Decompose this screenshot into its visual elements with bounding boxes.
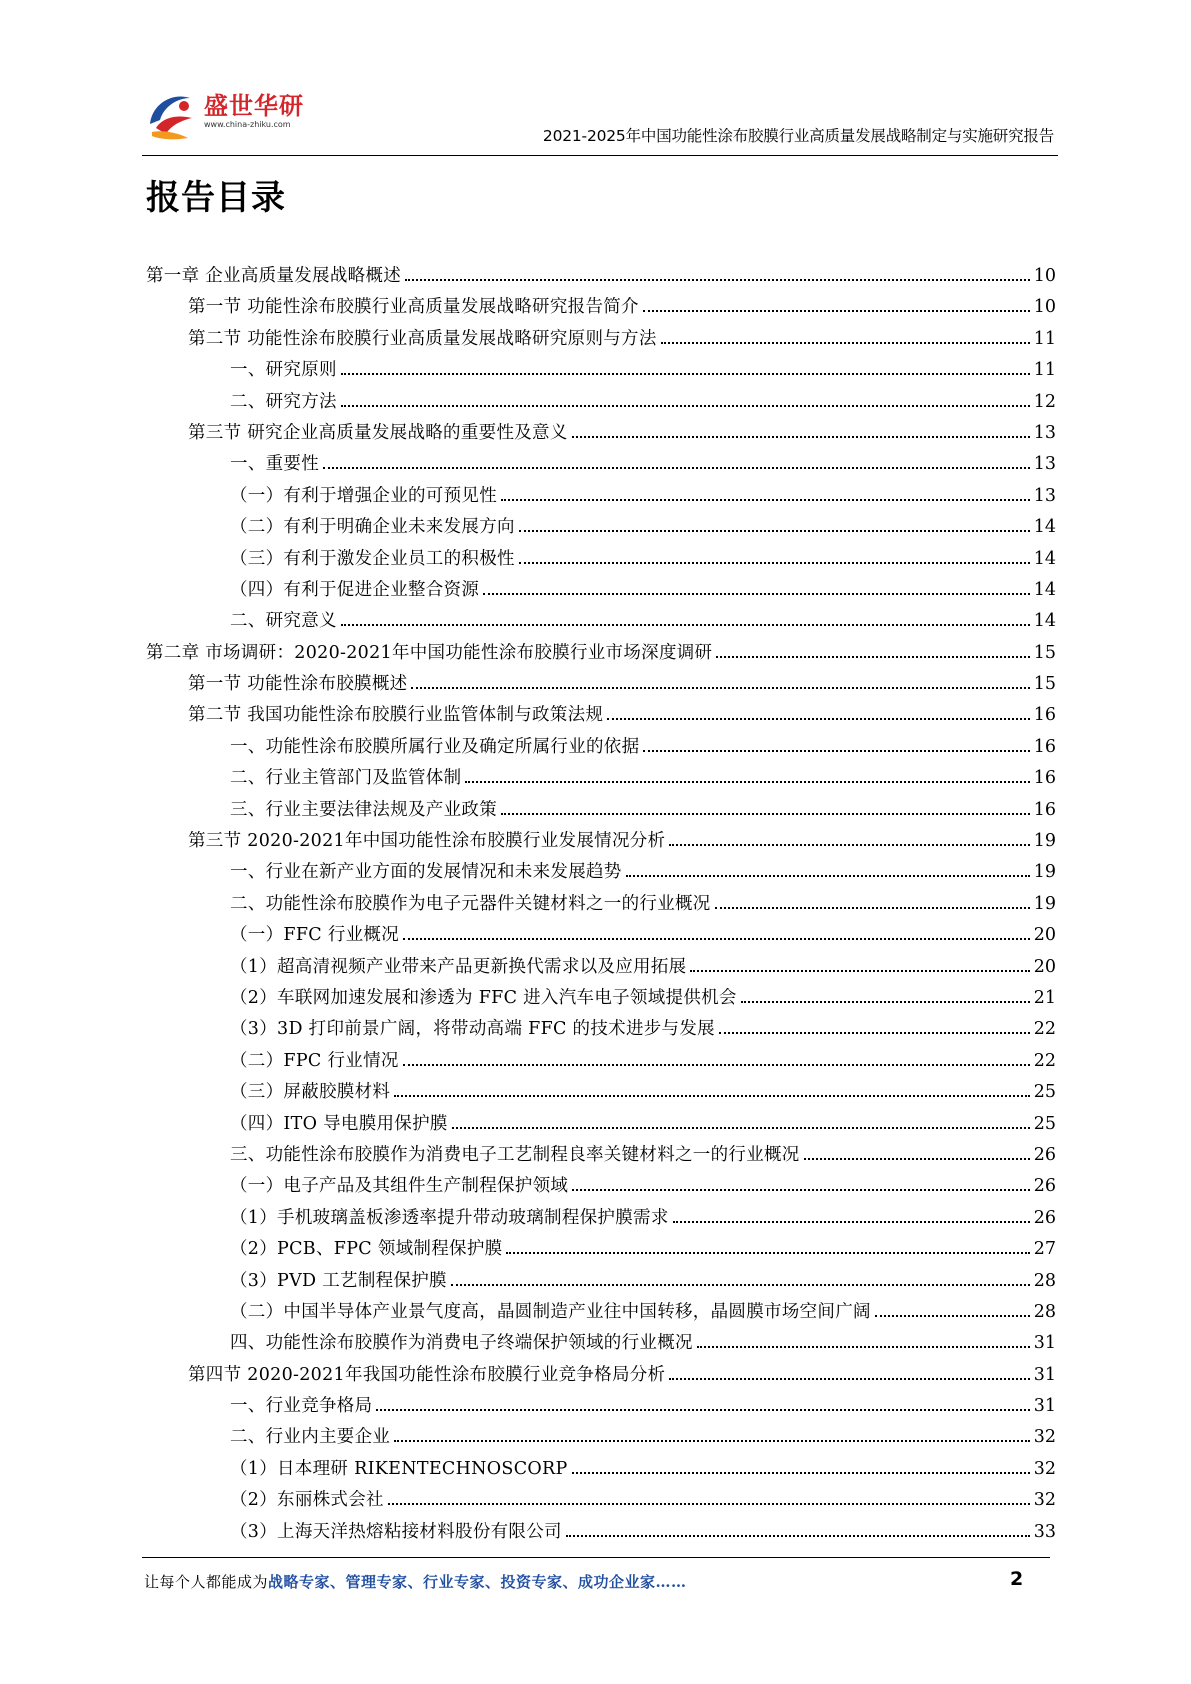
- toc-entry-label: （二）FPC 行业情况: [230, 1050, 399, 1071]
- toc-entry[interactable]: [146, 356, 1056, 387]
- toc-leader-dots: [697, 1346, 1030, 1348]
- toc-entry-page: 20: [1033, 956, 1056, 977]
- footer-slogan-highlight: 战略专家、管理专家、行业专家、投资专家、成功企业家……: [268, 1573, 687, 1591]
- toc-entry-label: （二）有利于明确企业未来发展方向: [230, 517, 515, 538]
- toc-entry-label: 第四节 2020-2021年我国功能性涂布胶膜行业竞争格局分析: [188, 1364, 666, 1385]
- toc-entry-page: 27: [1033, 1239, 1056, 1260]
- toc-entry[interactable]: [146, 293, 1056, 324]
- toc-entry[interactable]: [146, 890, 1056, 921]
- toc-entry-label: 二、行业主管部门及监管体制: [230, 768, 462, 789]
- toc-entry-label: （1）日本理研 RIKENTECHNOSCORP: [230, 1458, 568, 1479]
- table-of-contents: [146, 262, 1056, 1549]
- toc-entry-label: 第三节 2020-2021年中国功能性涂布胶膜行业发展情况分析: [188, 831, 666, 852]
- toc-leader-dots: [501, 813, 1030, 815]
- toc-entry-page: 10: [1033, 266, 1056, 286]
- toc-entry-page: 25: [1033, 1082, 1056, 1103]
- toc-entry-page: 16: [1033, 768, 1056, 789]
- toc-entry-label: （二）中国半导体产业景气度高，晶圆制造产业往中国转移，晶圆膜市场空间广阔: [230, 1301, 871, 1322]
- toc-entry-label: （2）PCB、FPC 领域制程保护膜: [230, 1239, 503, 1260]
- toc-entry-label: （四）有利于促进企业整合资源: [230, 579, 480, 600]
- toc-entry[interactable]: [146, 1235, 1056, 1266]
- toc-entry-label: 一、行业竞争格局: [230, 1396, 373, 1417]
- toc-entry[interactable]: [146, 1047, 1056, 1078]
- toc-leader-dots: [506, 1252, 1030, 1254]
- toc-entry-page: 14: [1033, 579, 1056, 600]
- toc-entry[interactable]: [146, 576, 1056, 607]
- toc-entry-label: （一）FFC 行业概况: [230, 925, 400, 946]
- toc-entry-label: 第一节 功能性涂布胶膜概述: [188, 674, 408, 695]
- toc-entry-label: 第一节 功能性涂布胶膜行业高质量发展战略研究报告简介: [188, 297, 639, 318]
- toc-entry[interactable]: [146, 1298, 1056, 1329]
- toc-entry-label: 第一章 企业高质量发展战略概述: [146, 266, 402, 286]
- toc-entry-page: 14: [1033, 517, 1056, 538]
- toc-entry-page: 32: [1033, 1458, 1056, 1479]
- toc-leader-dots: [465, 781, 1030, 783]
- logo-name: 盛世华研: [204, 92, 304, 120]
- toc-leader-dots: [341, 405, 1030, 407]
- toc-entry-label: （2）车联网加速发展和渗透为 FFC 进入汽车电子领域提供机会: [230, 987, 737, 1008]
- toc-entry[interactable]: [146, 827, 1056, 858]
- toc-leader-dots: [626, 875, 1030, 877]
- toc-entry[interactable]: [146, 1015, 1056, 1046]
- toc-leader-dots: [519, 562, 1030, 564]
- toc-leader-dots: [323, 467, 1030, 469]
- toc-entry-page: 28: [1033, 1270, 1056, 1291]
- toc-entry-label: 二、功能性涂布胶膜作为电子元器件关键材料之一的行业概况: [230, 893, 711, 914]
- toc-entry-label: （四）ITO 导电膜用保护膜: [230, 1113, 448, 1134]
- toc-entry[interactable]: [146, 858, 1056, 889]
- toc-leader-dots: [405, 279, 1030, 281]
- toc-leader-dots: [716, 656, 1030, 658]
- toc-entry-page: 22: [1033, 1019, 1056, 1040]
- toc-leader-dots: [661, 342, 1030, 344]
- toc-entry[interactable]: [146, 262, 1056, 293]
- toc-entry[interactable]: [146, 545, 1056, 576]
- toc-entry-page: 13: [1033, 485, 1056, 506]
- toc-leader-dots: [394, 1095, 1030, 1097]
- toc-entry[interactable]: [146, 1392, 1056, 1423]
- toc-entry-page: 25: [1033, 1113, 1056, 1134]
- toc-leader-dots: [452, 1127, 1030, 1129]
- toc-entry[interactable]: [146, 1267, 1056, 1298]
- toc-entry[interactable]: [146, 1141, 1056, 1172]
- toc-entry-label: （1）超高清视频产业带来产品更新换代需求以及应用拓展: [230, 956, 687, 977]
- toc-entry-label: （三）屏蔽胶膜材料: [230, 1082, 391, 1103]
- toc-entry-label: （3）3D 打印前景广阔，将带动高端 FFC 的技术进步与发展: [230, 1019, 715, 1040]
- toc-entry[interactable]: [146, 701, 1056, 732]
- toc-entry-page: 26: [1033, 1176, 1056, 1197]
- toc-entry-page: 31: [1033, 1333, 1056, 1354]
- logo-url: www.china-zhiku.com: [204, 120, 291, 129]
- toc-entry[interactable]: [146, 1361, 1056, 1392]
- page-title: 报告目录: [146, 178, 286, 218]
- toc-entry-label: 第三节 研究企业高质量发展战略的重要性及意义: [188, 422, 568, 443]
- toc-entry-page: 13: [1033, 422, 1056, 443]
- toc-entry[interactable]: [146, 1172, 1056, 1203]
- toc-leader-dots: [643, 750, 1030, 752]
- page-number: 2: [1010, 1568, 1024, 1590]
- toc-entry-page: 20: [1033, 925, 1056, 946]
- toc-leader-dots: [388, 1503, 1030, 1505]
- header-divider: [142, 155, 1058, 156]
- footer-slogan-prefix: 让每个人都能成为: [144, 1573, 269, 1591]
- toc-entry-page: 15: [1033, 642, 1056, 663]
- toc-entry-label: 二、研究意义: [230, 611, 337, 632]
- toc-entry-page: 11: [1033, 360, 1056, 381]
- toc-entry-page: 15: [1033, 674, 1056, 695]
- toc-entry[interactable]: [146, 796, 1056, 827]
- toc-entry[interactable]: [146, 1518, 1056, 1549]
- toc-entry[interactable]: [146, 670, 1056, 701]
- toc-leader-dots: [741, 1001, 1030, 1003]
- toc-leader-dots: [715, 907, 1030, 909]
- toc-entry[interactable]: [146, 639, 1056, 670]
- report-header-title: 2021-2025年中国功能性涂布胶膜行业高质量发展战略制定与实施研究报告: [542, 127, 1054, 145]
- toc-entry[interactable]: [146, 1110, 1056, 1141]
- toc-entry-label: 二、研究方法: [230, 391, 337, 412]
- toc-entry[interactable]: [146, 450, 1056, 481]
- toc-entry-page: 14: [1033, 611, 1056, 632]
- footer-divider: [142, 1557, 1050, 1558]
- toc-entry-label: （1）手机玻璃盖板渗透率提升带动玻璃制程保护膜需求: [230, 1207, 669, 1228]
- page-header: [142, 80, 1058, 156]
- toc-entry-label: （三）有利于激发企业员工的积极性: [230, 548, 515, 569]
- toc-entry[interactable]: [146, 388, 1056, 419]
- toc-entry-label: 二、行业内主要企业: [230, 1427, 391, 1448]
- toc-entry-label: （2）东丽株式会社: [230, 1490, 384, 1511]
- toc-leader-dots: [607, 718, 1030, 720]
- toc-leader-dots: [501, 499, 1030, 501]
- toc-leader-dots: [341, 373, 1030, 375]
- toc-leader-dots: [669, 1378, 1030, 1380]
- toc-entry-page: 11: [1033, 328, 1056, 349]
- toc-entry[interactable]: [146, 1204, 1056, 1235]
- toc-entry[interactable]: [146, 325, 1056, 356]
- toc-leader-dots: [643, 310, 1030, 312]
- toc-entry-page: 22: [1033, 1050, 1056, 1071]
- toc-entry[interactable]: [146, 1329, 1056, 1360]
- toc-entry-label: 第二节 我国功能性涂布胶膜行业监管体制与政策法规: [188, 705, 604, 726]
- toc-entry[interactable]: [146, 482, 1056, 513]
- toc-leader-dots: [719, 1032, 1030, 1034]
- toc-entry-label: 一、功能性涂布胶膜所属行业及确定所属行业的依据: [230, 736, 640, 757]
- footer-slogan: [144, 1571, 687, 1592]
- toc-entry-page: 31: [1033, 1364, 1056, 1385]
- toc-entry-page: 14: [1033, 548, 1056, 569]
- company-logo: [142, 84, 317, 148]
- toc-entry[interactable]: [146, 1078, 1056, 1109]
- toc-entry-label: 第二章 市场调研：2020-2021年中国功能性涂布胶膜行业市场深度调研: [146, 642, 713, 663]
- toc-entry-label: 一、研究原则: [230, 360, 337, 381]
- toc-leader-dots: [411, 687, 1030, 689]
- toc-entry-page: 31: [1033, 1396, 1056, 1417]
- toc-entry[interactable]: [146, 1486, 1056, 1517]
- toc-leader-dots: [669, 844, 1030, 846]
- toc-entry[interactable]: [146, 513, 1056, 544]
- logo-mark-icon: [142, 84, 204, 146]
- toc-entry[interactable]: [146, 953, 1056, 984]
- toc-leader-dots: [875, 1315, 1030, 1317]
- toc-entry-page: 16: [1033, 799, 1056, 820]
- toc-entry-page: 32: [1033, 1427, 1056, 1448]
- toc-entry[interactable]: [146, 733, 1056, 764]
- toc-entry-label: 四、功能性涂布胶膜作为消费电子终端保护领域的行业概况: [230, 1333, 693, 1354]
- toc-entry[interactable]: [146, 1423, 1056, 1454]
- toc-entry-page: 12: [1033, 391, 1056, 412]
- toc-leader-dots: [690, 970, 1030, 972]
- toc-entry[interactable]: [146, 984, 1056, 1015]
- toc-leader-dots: [566, 1535, 1030, 1537]
- toc-leader-dots: [572, 436, 1030, 438]
- toc-entry-page: 26: [1033, 1207, 1056, 1228]
- toc-entry-label: （一）有利于增强企业的可预见性: [230, 485, 497, 506]
- toc-leader-dots: [804, 1158, 1030, 1160]
- toc-entry-page: 19: [1033, 831, 1056, 852]
- toc-entry-label: 三、功能性涂布胶膜作为消费电子工艺制程良率关键材料之一的行业概况: [230, 1144, 800, 1165]
- toc-leader-dots: [394, 1440, 1030, 1442]
- toc-entry[interactable]: [146, 921, 1056, 952]
- toc-entry-page: 19: [1033, 862, 1056, 883]
- toc-entry-label: （3）PVD 工艺制程保护膜: [230, 1270, 447, 1291]
- toc-entry-label: 第二节 功能性涂布胶膜行业高质量发展战略研究原则与方法: [188, 328, 657, 349]
- toc-leader-dots: [673, 1221, 1030, 1223]
- toc-leader-dots: [519, 530, 1030, 532]
- toc-entry-page: 28: [1033, 1301, 1056, 1322]
- toc-leader-dots: [403, 1064, 1030, 1066]
- toc-entry-page: 33: [1033, 1521, 1056, 1542]
- toc-entry-page: 21: [1033, 987, 1056, 1008]
- toc-entry[interactable]: [146, 1455, 1056, 1486]
- toc-entry-page: 32: [1033, 1490, 1056, 1511]
- toc-leader-dots: [572, 1189, 1030, 1191]
- toc-entry-label: （3）上海天洋热熔粘接材料股份有限公司: [230, 1521, 562, 1542]
- toc-entry-page: 19: [1033, 893, 1056, 914]
- toc-entry-page: 10: [1033, 297, 1056, 318]
- toc-entry-label: 一、行业在新产业方面的发展情况和未来发展趋势: [230, 862, 622, 883]
- toc-leader-dots: [403, 938, 1030, 940]
- toc-entry-label: 一、重要性: [230, 454, 319, 475]
- toc-entry-page: 13: [1033, 454, 1056, 475]
- toc-entry[interactable]: [146, 764, 1056, 795]
- toc-entry-label: （一）电子产品及其组件生产制程保护领域: [230, 1176, 569, 1197]
- toc-leader-dots: [451, 1284, 1030, 1286]
- toc-entry-page: 16: [1033, 705, 1056, 726]
- toc-entry[interactable]: [146, 419, 1056, 450]
- toc-entry-label: 三、行业主要法律法规及产业政策: [230, 799, 497, 820]
- toc-leader-dots: [376, 1409, 1030, 1411]
- toc-leader-dots: [572, 1472, 1030, 1474]
- toc-leader-dots: [483, 593, 1030, 595]
- toc-entry[interactable]: [146, 607, 1056, 638]
- toc-entry-page: 16: [1033, 736, 1056, 757]
- toc-entry-page: 26: [1033, 1144, 1056, 1165]
- toc-leader-dots: [341, 624, 1030, 626]
